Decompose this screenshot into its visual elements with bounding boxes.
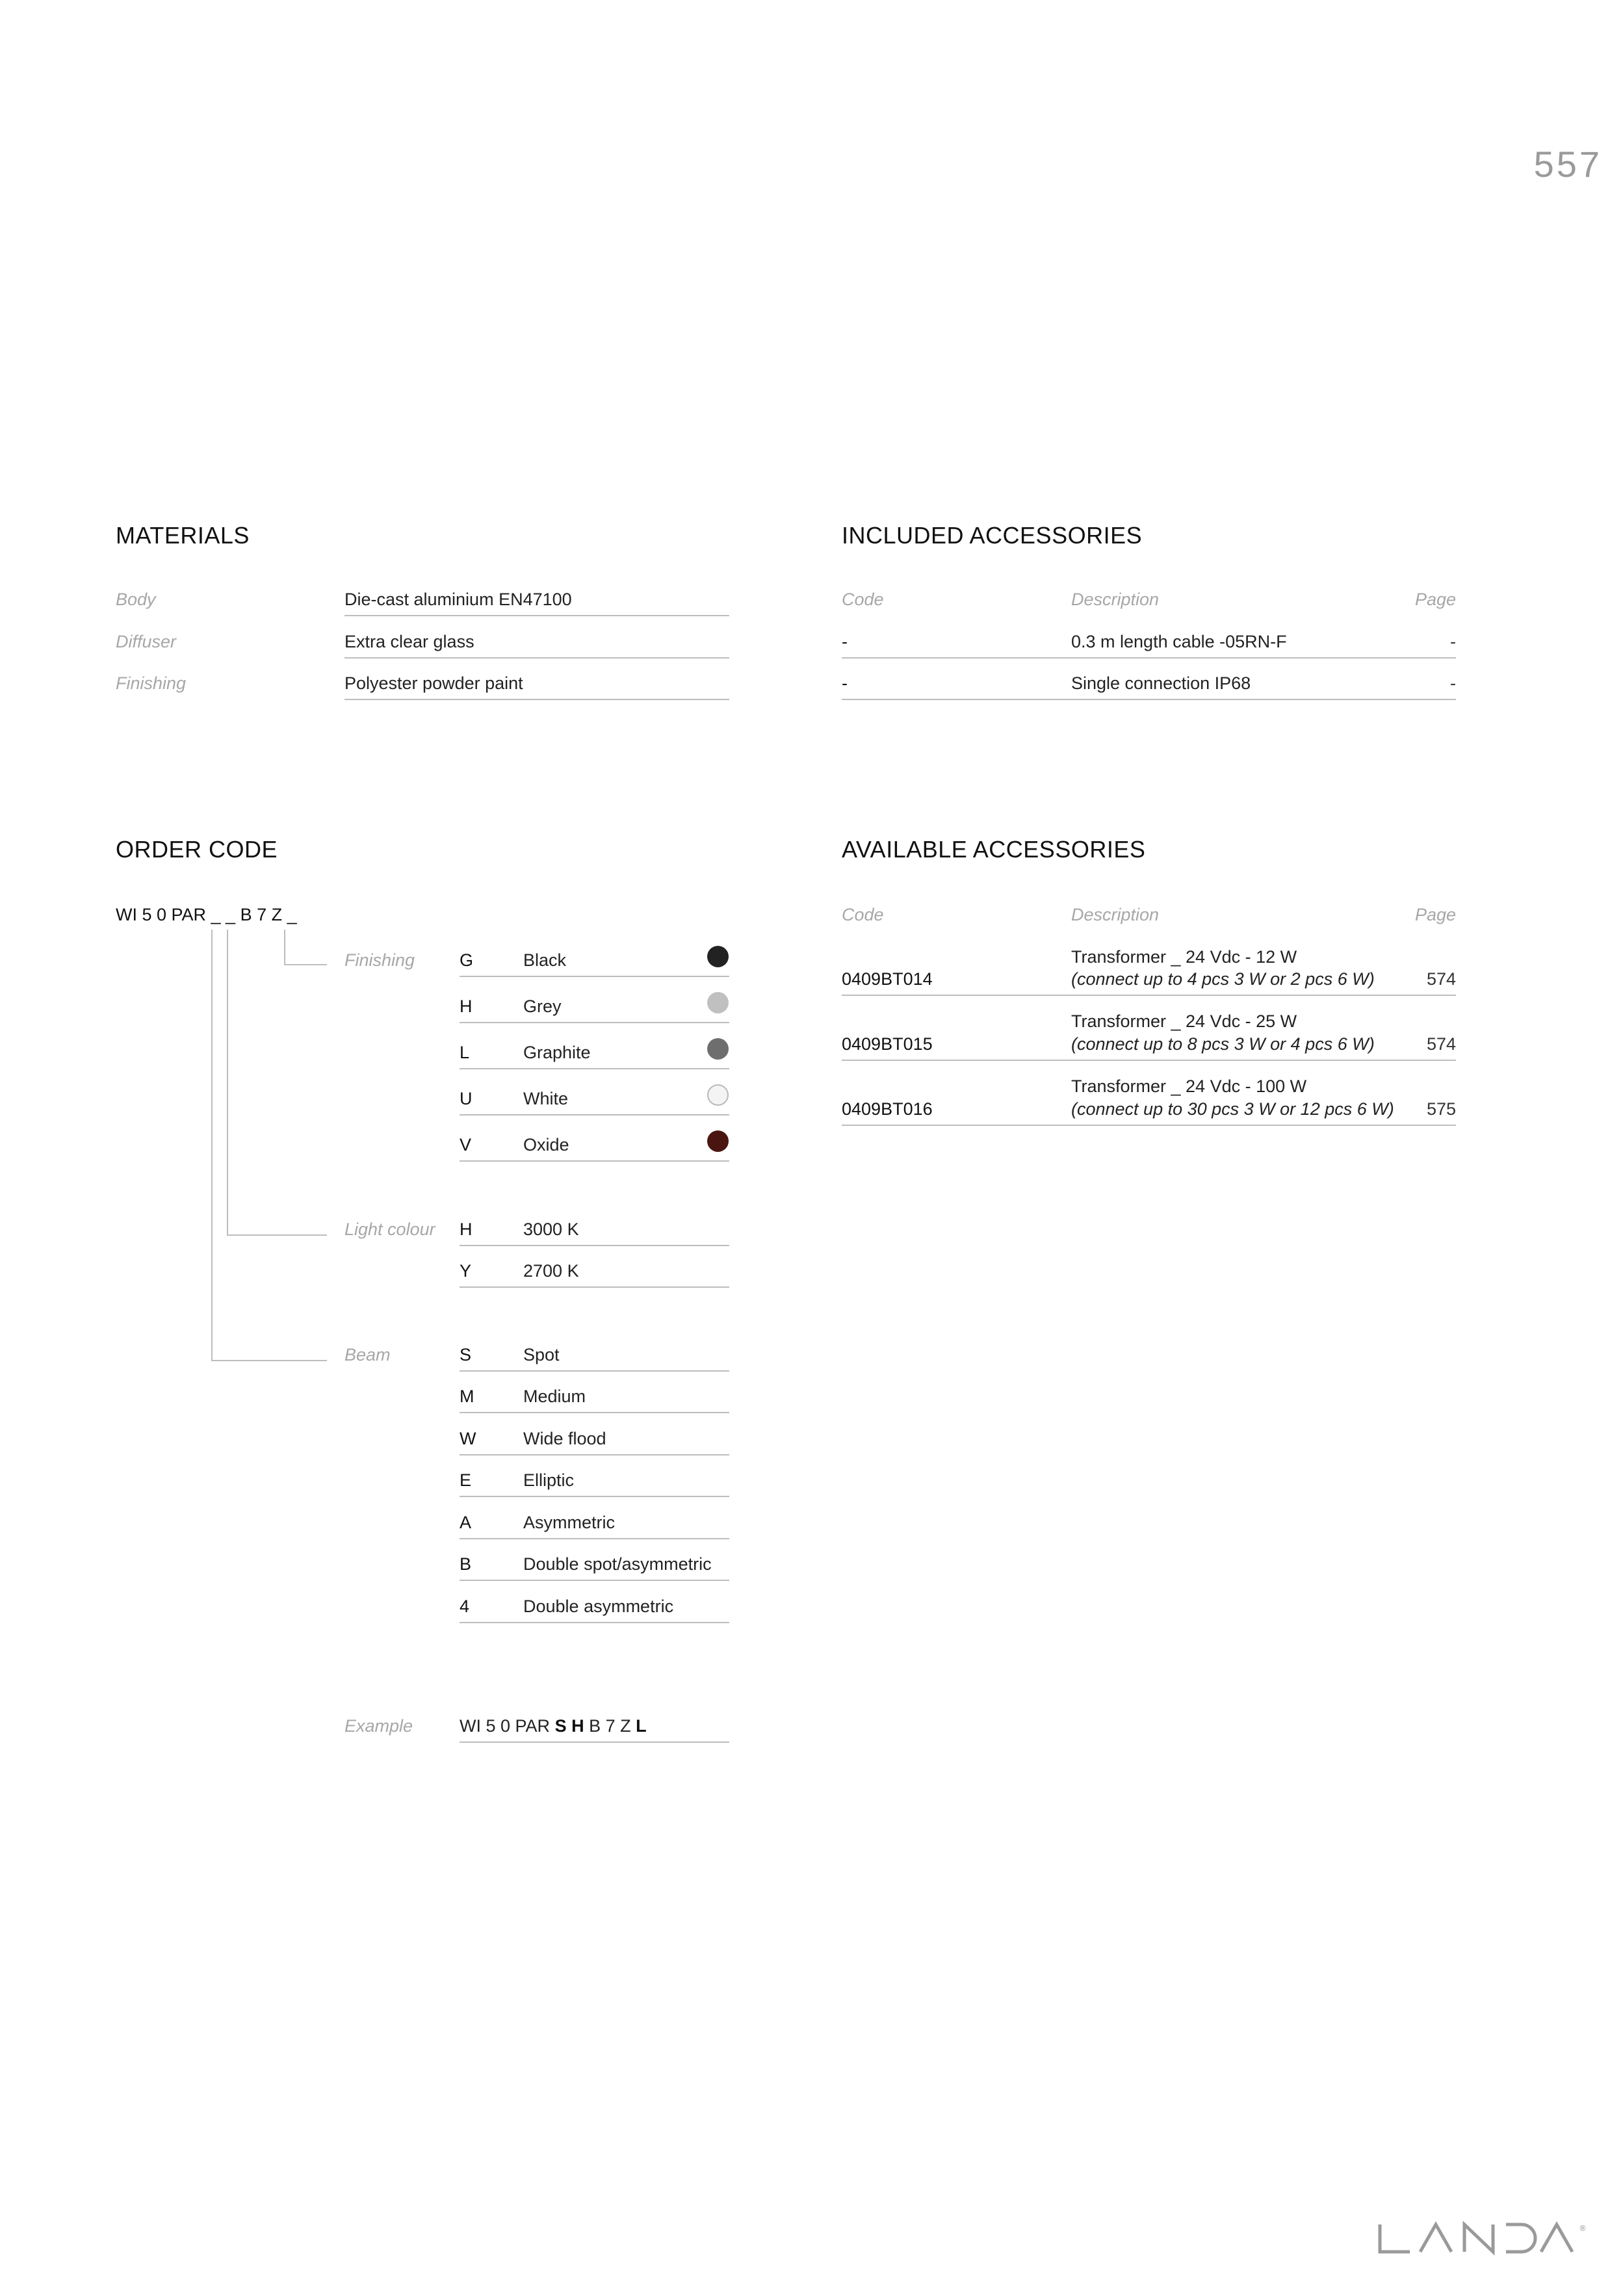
finishing-name: Oxide: [523, 1135, 569, 1155]
beam-name: Elliptic: [523, 1470, 575, 1490]
landa-logo-mark: [1376, 2219, 1591, 2258]
example-label: Example: [344, 1716, 413, 1736]
row-divider: [460, 1245, 729, 1246]
row-divider: [460, 1742, 729, 1743]
available-header-page: Page: [1414, 905, 1456, 924]
included-page: -: [1450, 673, 1456, 693]
light-colour-code: H: [460, 1220, 473, 1239]
row-divider: [344, 699, 729, 700]
available-page: 574: [1426, 1034, 1456, 1054]
included-header-description: Description: [1071, 590, 1160, 609]
color-swatch-white: [707, 1084, 729, 1106]
included-code: -: [842, 673, 848, 693]
available-header-description: Description: [1071, 905, 1160, 924]
example-prefix: WI 5 0 PAR: [460, 1716, 551, 1736]
row-divider: [460, 1370, 729, 1372]
materials-value: Extra clear glass: [344, 632, 474, 651]
row-divider: [460, 976, 729, 977]
tree-line-light: [227, 930, 228, 1236]
row-divider: [842, 657, 1456, 659]
row-divider: [460, 1160, 729, 1162]
beam-name: Wide flood: [523, 1429, 606, 1448]
beam-label: Beam: [344, 1345, 391, 1364]
row-divider: [344, 657, 729, 659]
order-code-title: ORDER CODE: [116, 836, 278, 863]
row-divider: [460, 1412, 729, 1413]
materials-value: Die-cast aluminium EN47100: [344, 590, 572, 609]
included-header-page: Page: [1414, 590, 1456, 609]
page-number: 557: [1533, 144, 1602, 185]
color-swatch-black: [707, 946, 729, 967]
example-middle: B 7 Z: [589, 1716, 631, 1736]
row-divider: [460, 1622, 729, 1623]
available-description-note: (connect up to 8 pcs 3 W or 4 pcs 6 W): [1071, 1034, 1375, 1054]
example-light: H: [571, 1716, 584, 1736]
beam-name: Double spot/asymmetric: [523, 1554, 712, 1574]
beam-name: Spot: [523, 1345, 560, 1364]
available-title: AVAILABLE ACCESSORIES: [842, 836, 1146, 863]
included-header-code: Code: [842, 590, 884, 609]
row-divider: [460, 1022, 729, 1023]
light-colour-name: 3000 K: [523, 1220, 579, 1239]
available-header-code: Code: [842, 905, 884, 924]
landa-logo: [1376, 2219, 1591, 2258]
finishing-name: Graphite: [523, 1043, 591, 1062]
beam-code: A: [460, 1513, 472, 1532]
tree-line-beam: [211, 930, 213, 1361]
beam-code: W: [460, 1429, 476, 1448]
available-description: Transformer _ 24 Vdc - 12 W: [1071, 947, 1297, 967]
materials-label: Diffuser: [116, 632, 177, 651]
color-swatch-grey: [707, 992, 729, 1013]
materials-title: MATERIALS: [116, 522, 250, 549]
available-description-note: (connect up to 4 pcs 3 W or 2 pcs 6 W): [1071, 969, 1375, 989]
row-divider: [460, 1286, 729, 1288]
finishing-name: White: [523, 1089, 569, 1108]
beam-name: Double asymmetric: [523, 1597, 674, 1616]
finishing-code: V: [460, 1135, 472, 1155]
available-code: 0409BT016: [842, 1099, 933, 1119]
light-colour-name: 2700 K: [523, 1261, 579, 1281]
finishing-code: G: [460, 950, 474, 970]
beam-code: 4: [460, 1597, 470, 1616]
included-description: Single connection IP68: [1071, 673, 1251, 693]
materials-label: Finishing: [116, 673, 187, 693]
materials-value: Polyester powder paint: [344, 673, 523, 693]
available-description: Transformer _ 24 Vdc - 100 W: [1071, 1076, 1307, 1096]
beam-name: Medium: [523, 1387, 586, 1406]
row-divider: [842, 1060, 1456, 1061]
finishing-code: L: [460, 1043, 470, 1062]
light-colour-code: Y: [460, 1261, 472, 1281]
beam-code: B: [460, 1554, 472, 1574]
finishing-name: Grey: [523, 997, 562, 1016]
row-divider: [460, 1068, 729, 1069]
tree-branch-finishing: [284, 964, 327, 965]
finishing-code: H: [460, 997, 473, 1016]
included-title: INCLUDED ACCESSORIES: [842, 522, 1143, 549]
materials-label: Body: [116, 590, 156, 609]
tree-branch-light: [227, 1234, 327, 1236]
color-swatch-graphite: [707, 1038, 729, 1060]
light-colour-label: Light colour: [344, 1220, 435, 1239]
included-description: 0.3 m length cable -05RN-F: [1071, 632, 1287, 651]
finishing-label: Finishing: [344, 950, 415, 970]
row-divider: [460, 1454, 729, 1455]
order-code-pattern: WI 5 0 PAR _ _ B 7 Z _: [116, 905, 297, 924]
beam-code: S: [460, 1345, 472, 1364]
available-code: 0409BT015: [842, 1034, 933, 1054]
row-divider: [460, 1496, 729, 1497]
row-divider: [344, 615, 729, 616]
included-code: -: [842, 632, 848, 651]
finishing-code: U: [460, 1089, 473, 1108]
included-page: -: [1450, 632, 1456, 651]
available-description: Transformer _ 24 Vdc - 25 W: [1071, 1011, 1297, 1031]
registered-mark: ®: [1579, 2224, 1587, 2233]
tree-line-finishing: [284, 930, 285, 965]
available-page: 575: [1426, 1099, 1456, 1119]
example-code: [460, 1716, 647, 1736]
tree-branch-beam: [211, 1360, 327, 1361]
row-divider: [842, 1125, 1456, 1126]
beam-code: E: [460, 1470, 472, 1490]
available-page: 574: [1426, 969, 1456, 989]
available-code: 0409BT014: [842, 969, 933, 989]
beam-name: Asymmetric: [523, 1513, 615, 1532]
color-swatch-oxide: [707, 1130, 729, 1152]
row-divider: [842, 995, 1456, 996]
beam-code: M: [460, 1387, 474, 1406]
row-divider: [842, 699, 1456, 700]
row-divider: [460, 1114, 729, 1115]
available-description-note: (connect up to 30 pcs 3 W or 12 pcs 6 W): [1071, 1099, 1394, 1119]
example-beam: S: [554, 1716, 567, 1736]
finishing-name: Black: [523, 950, 567, 970]
row-divider: [460, 1580, 729, 1581]
example-finish: L: [636, 1716, 647, 1736]
row-divider: [460, 1538, 729, 1539]
